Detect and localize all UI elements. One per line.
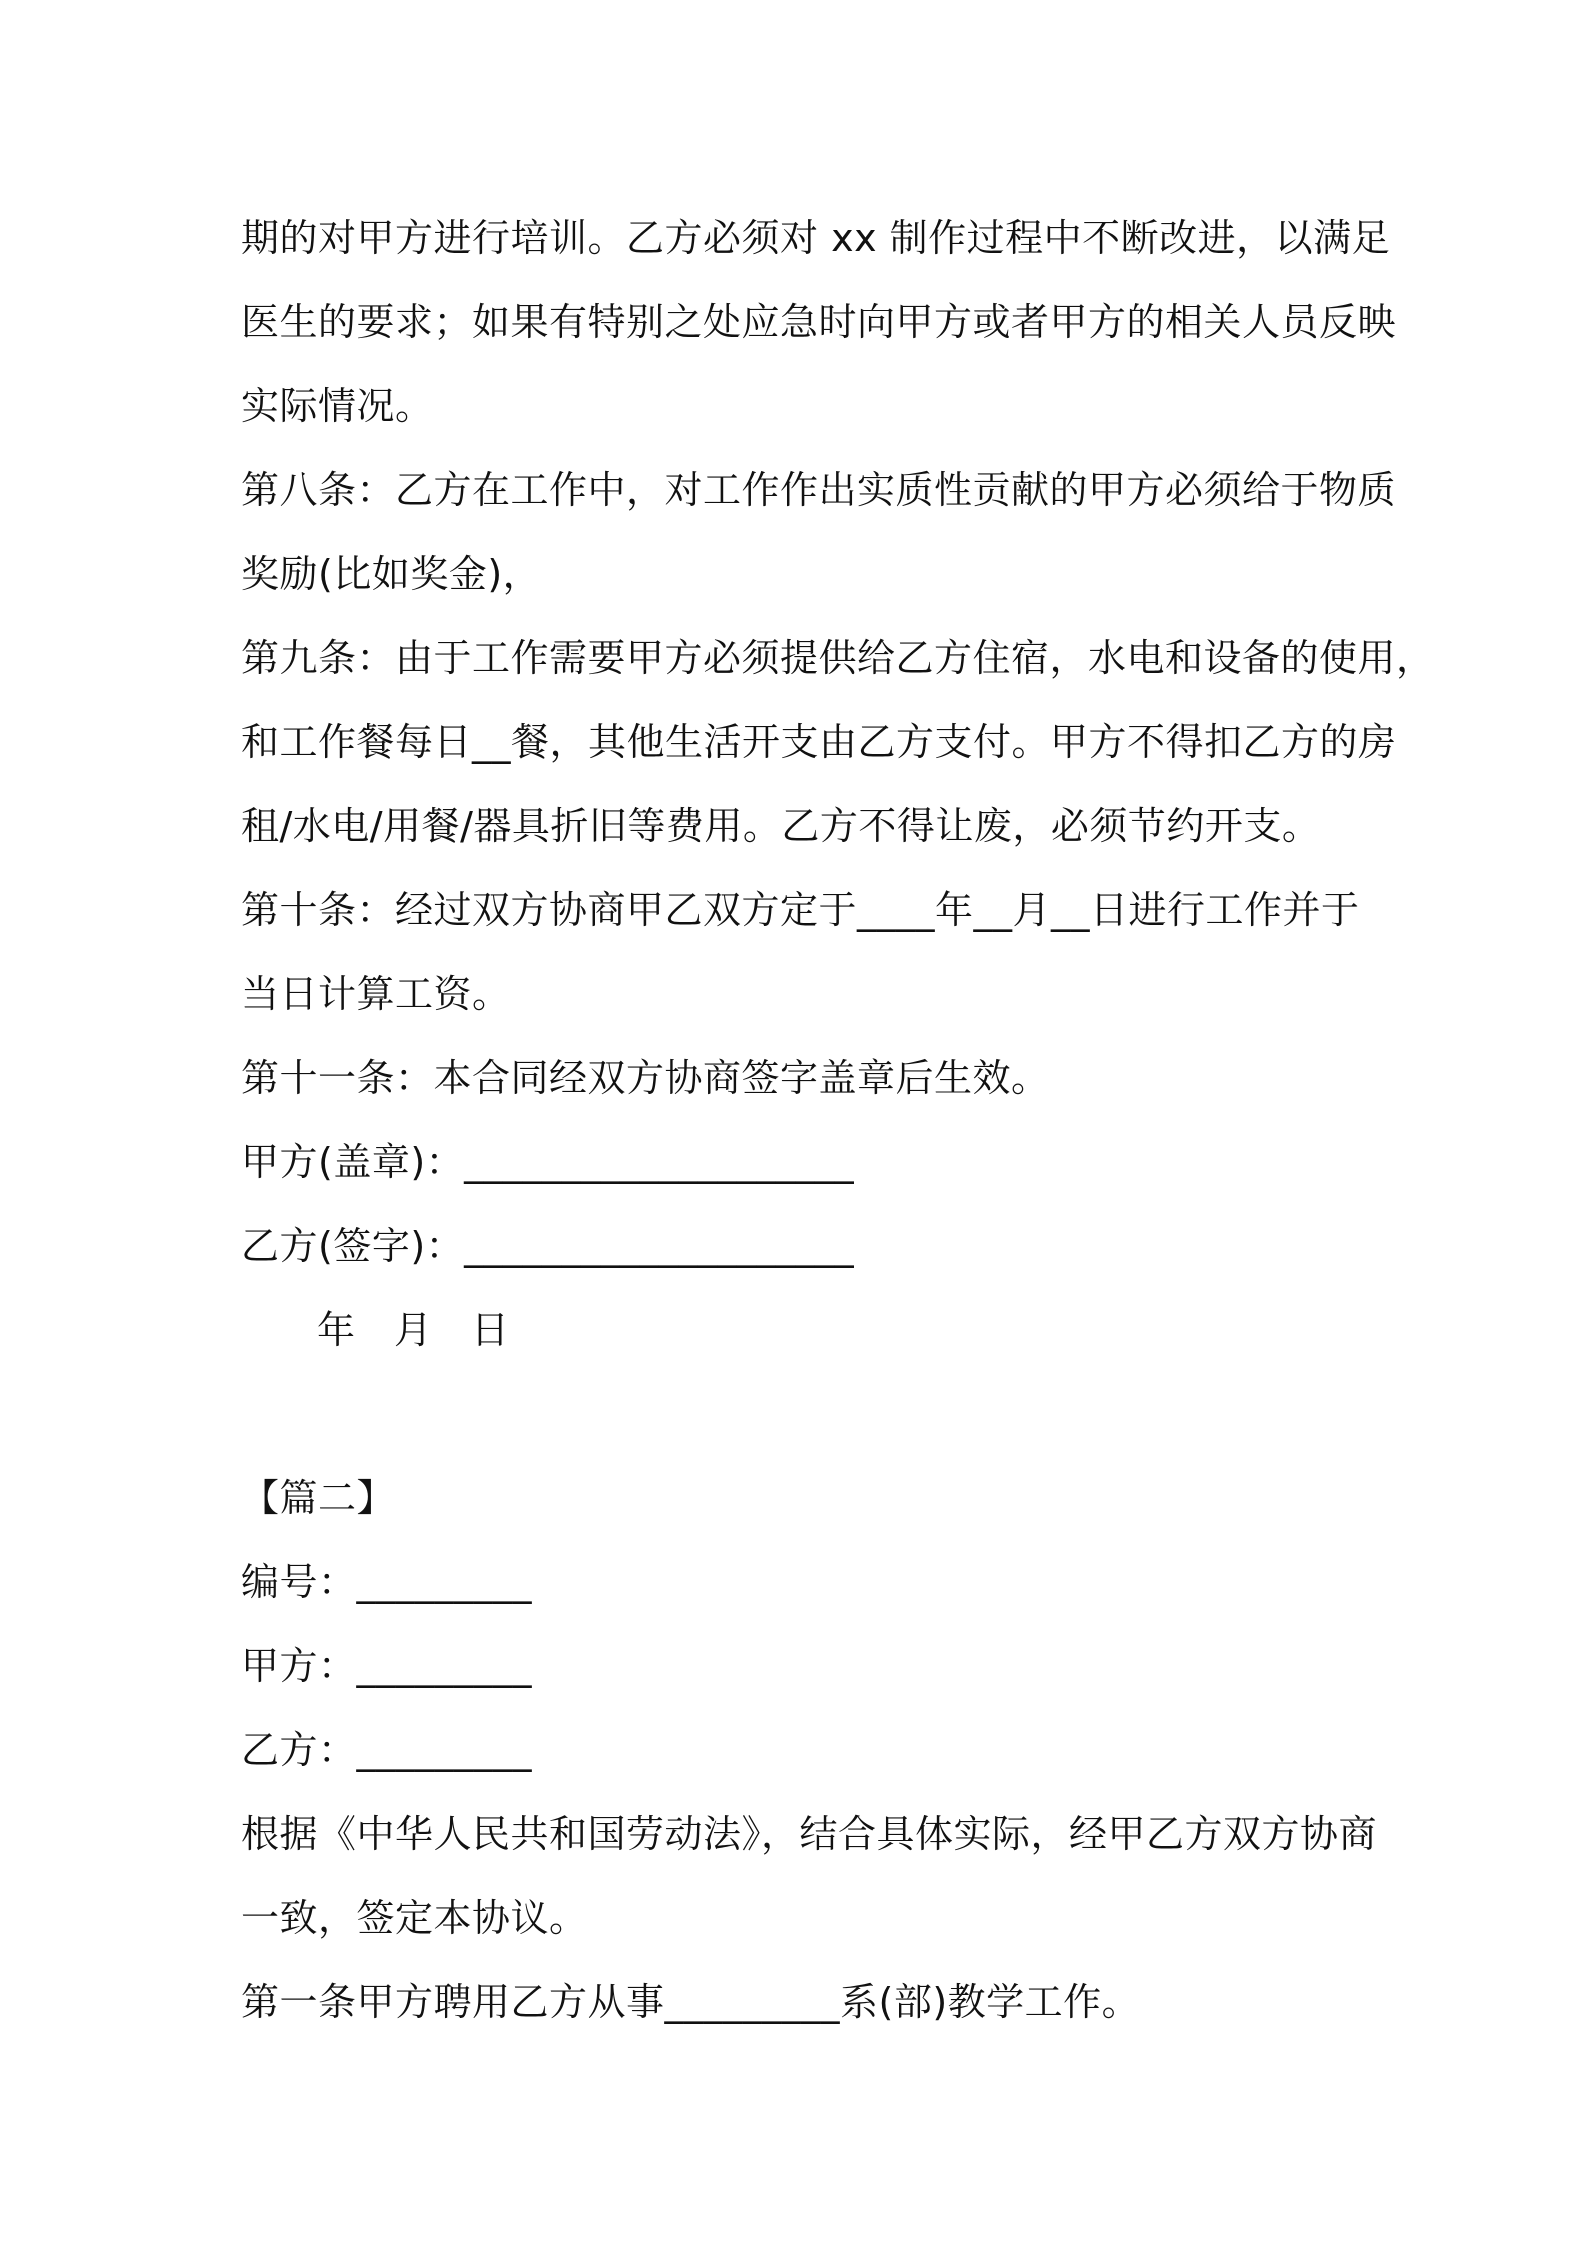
- text-line: 实际情况。: [241, 384, 434, 428]
- text-line: 根据《中华人民共和国劳动法》，结合具体实际，经甲乙方双方协商: [241, 1812, 1378, 1856]
- date-line: 年 月 日: [317, 1308, 510, 1352]
- text-line: 期的对甲方进行培训。乙方必须对 xx 制作过程中不断改进，以满足: [241, 216, 1391, 260]
- text-line: 和工作餐每日__餐，其他生活开支由乙方支付。甲方不得扣乙方的房: [241, 720, 1397, 764]
- serial-number-line: 编号：_________: [241, 1560, 533, 1604]
- document-page: [241, 196, 1435, 2044]
- section-title: 【篇二】: [241, 1476, 396, 1520]
- party-b-signature-line: 乙方(签字)：____________________: [241, 1224, 855, 1268]
- section-gap: [241, 1372, 1361, 1456]
- article-1: 第一条甲方聘用乙方从事_________系(部)教学工作。: [241, 1980, 1141, 2024]
- party-b-line: 乙方：_________: [241, 1728, 533, 1772]
- article-11: 第十一条：本合同经双方协商签字盖章后生效。: [241, 1056, 1050, 1100]
- party-a-seal-line: 甲方(盖章)：____________________: [241, 1140, 855, 1184]
- article-8: 第八条：乙方在工作中，对工作作出实质性贡献的甲方必须给于物质: [241, 468, 1397, 512]
- text-line: 当日计算工资。: [241, 972, 511, 1016]
- article-10: 第十条：经过双方协商甲乙双方定于____年__月__日进行工作并于: [241, 888, 1360, 932]
- text-line: 医生的要求；如果有特别之处应急时向甲方或者甲方的相关人员反映: [241, 300, 1397, 344]
- text-line: 租/水电/用餐/器具折旧等费用。乙方不得让废，必须节约开支。: [241, 804, 1321, 848]
- party-a-line: 甲方：_________: [241, 1644, 533, 1688]
- text-line: 奖励(比如奖金)，: [241, 552, 542, 596]
- text-line: 一致，签定本协议。: [241, 1896, 588, 1940]
- article-9: 第九条：由于工作需要甲方必须提供给乙方住宿，水电和设备的使用，: [241, 636, 1435, 680]
